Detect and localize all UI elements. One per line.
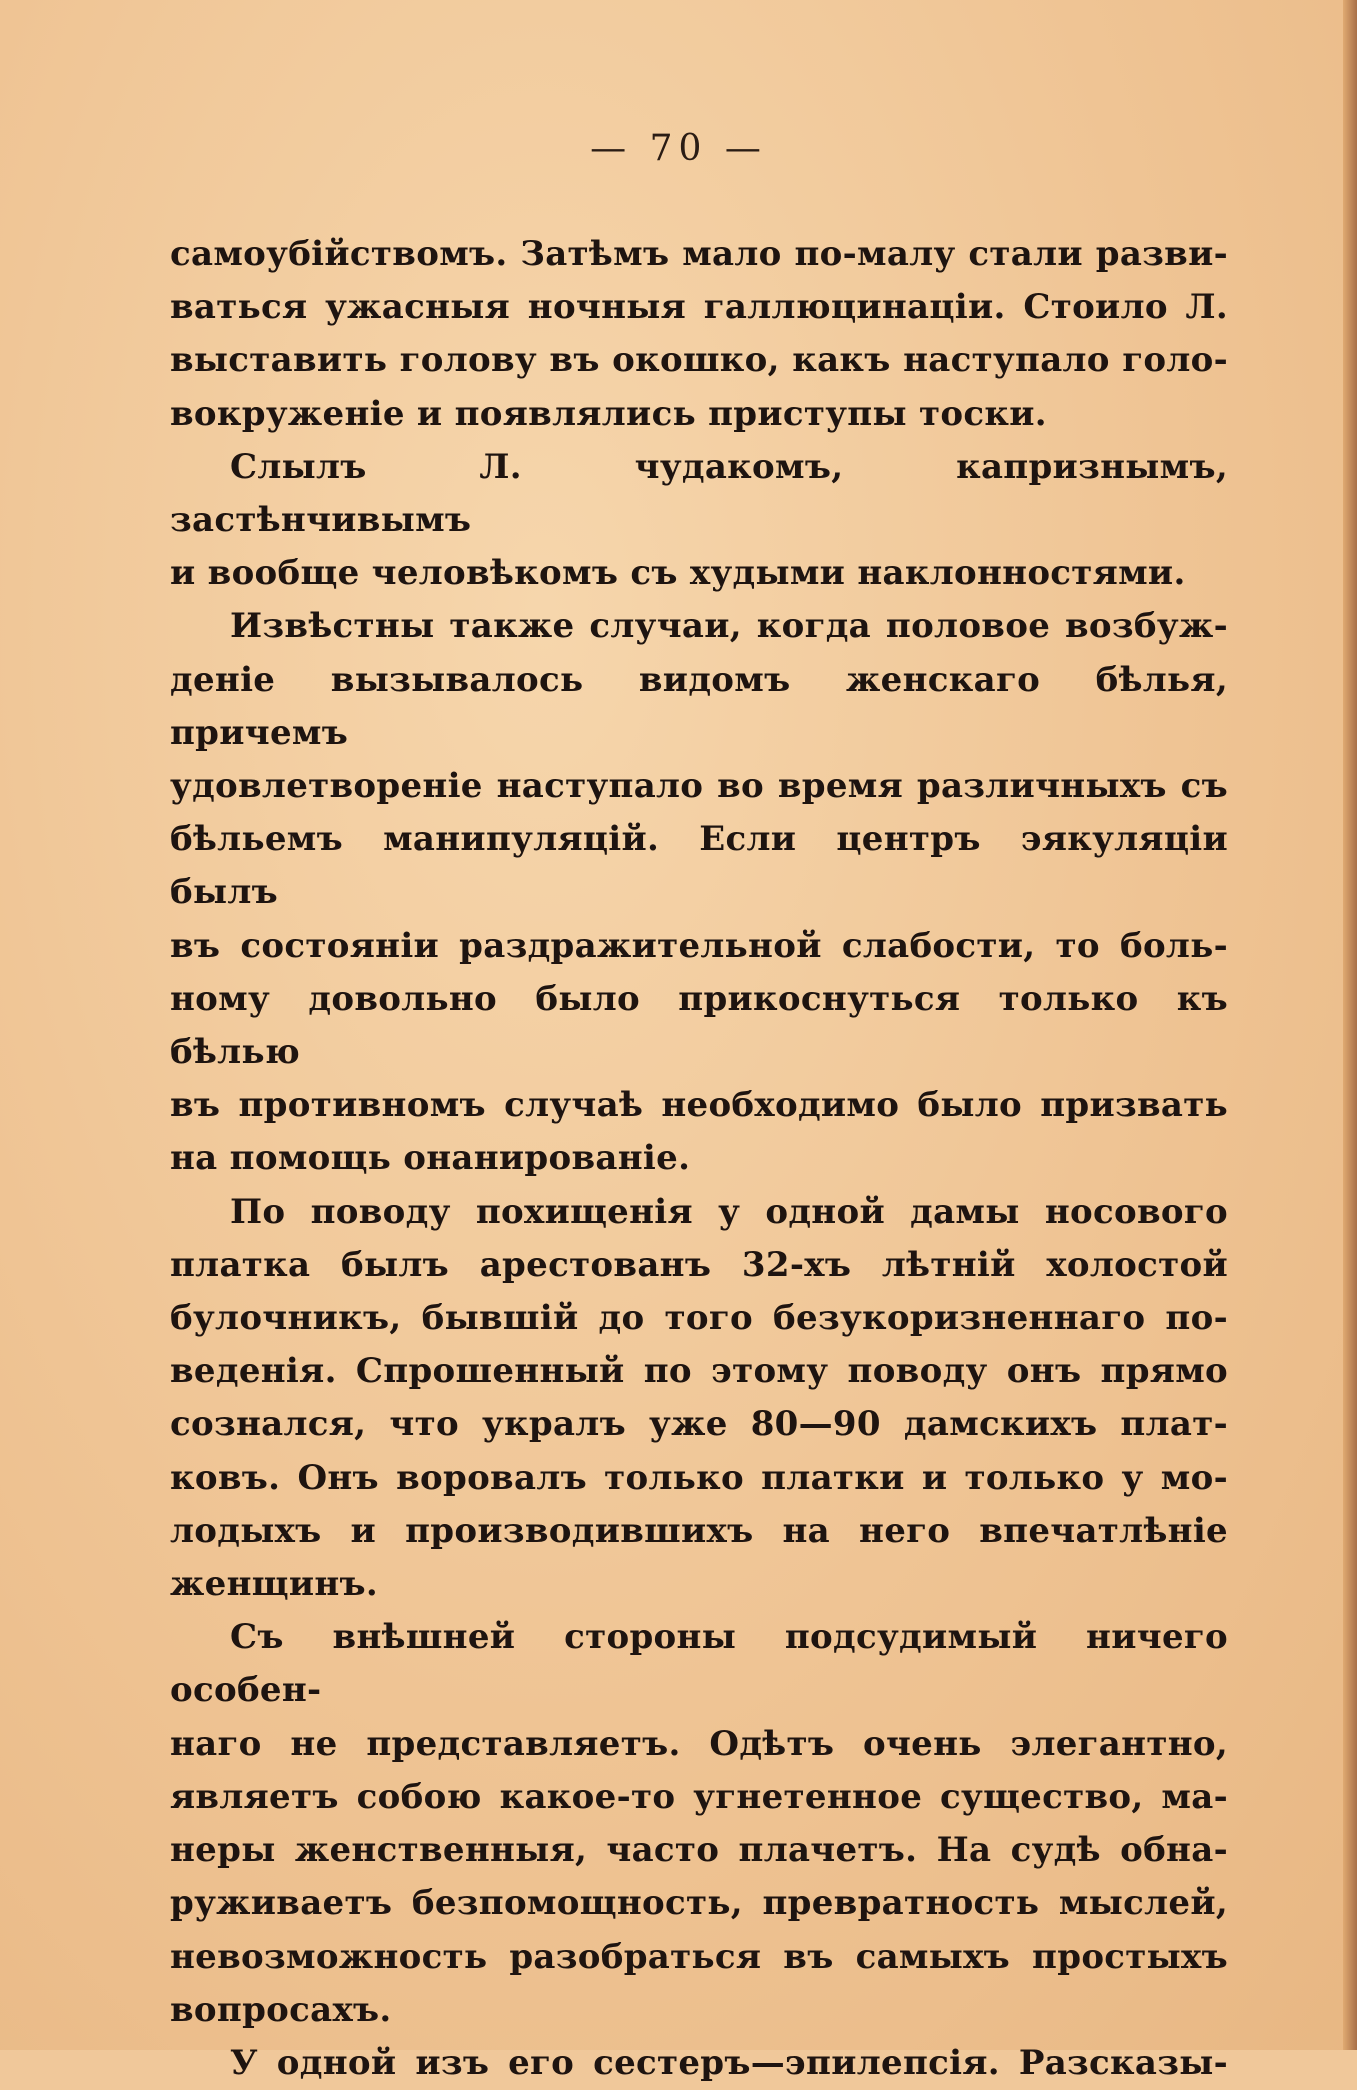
text-line: сознался, что укралъ уже 80—90 дамскихъ плат- [170, 1404, 1228, 1445]
text-line: въ состояніи раздражительной слабости, то боль- [170, 925, 1228, 966]
text-line: веденія. Спрошенный по этому поводу онъ прямо [170, 1351, 1228, 1392]
text-line: вопросахъ. [170, 1989, 392, 2030]
text-line: деніе вызывалось видомъ женскаго бѣлья, причемъ [170, 659, 1228, 753]
text-line: въ противномъ случаѣ необходимо было призвать [170, 1085, 1228, 1126]
text-line: Извѣстны также случаи, когда половое возбуж- [230, 606, 1228, 647]
text-line: У одной изъ его сестеръ—эпилепсія. Разсказы- [230, 2042, 1228, 2083]
page-number: — 70 — [590, 128, 767, 169]
text-line: самоубійствомъ. Затѣмъ мало по-малу стали разви- [170, 234, 1228, 274]
text-line: удовлетвореніе наступало во время различныхъ съ [170, 766, 1228, 807]
text-line: бѣльемъ манипуляцій. Если центръ эякуляціи былъ [170, 819, 1228, 913]
text-line: руживаетъ безпомощность, превратность мыслей, [170, 1883, 1228, 1924]
text-line: выставить голову въ окошко, какъ наступало голо- [170, 340, 1228, 381]
text-line: наго не представляетъ. Одѣтъ очень элегантно, [170, 1723, 1228, 1764]
text-line: являетъ собою какое-то угнетенное существо, ма- [170, 1776, 1228, 1817]
text-line: невозможность разобраться въ самыхъ простыхъ [170, 1936, 1228, 1977]
text-line: По поводу похищенія у одной дамы носового [230, 1191, 1228, 1232]
text-line: ваться ужасныя ночныя галлюцинаціи. Стоило Л. [170, 287, 1228, 328]
body-text [170, 228, 1228, 2090]
text-line: на помощь онанированіе. [170, 1138, 691, 1179]
text-line: ковъ. Онъ воровалъ только платки и только у мо- [170, 1457, 1228, 1498]
text-line: неры женственныя, часто плачетъ. На судѣ обна- [170, 1830, 1228, 1871]
text-line: и вообще человѣкомъ съ худыми наклонностями. [170, 553, 1186, 594]
page-edge [1343, 0, 1357, 2050]
text-line: платка былъ арестованъ 32-хъ лѣтній холостой [170, 1244, 1228, 1285]
text-line: Слылъ Л. чудакомъ, капризнымъ, застѣнчивымъ [170, 446, 1228, 541]
text-line: лодыхъ и производившихъ на него впечатлѣніе [170, 1510, 1228, 1551]
text-line: ному довольно было прикоснуться только къ бѣлью [170, 978, 1228, 1073]
text-line: вокруженіе и появлялись приступы тоски. [170, 393, 1047, 434]
text-line: булочникъ, бывшій до того безукоризненнаго по- [170, 1298, 1228, 1339]
text-line: женщинъ. [170, 1564, 379, 1605]
text-line: Съ внѣшней стороны подсудимый ничего особен- [170, 1617, 1228, 1711]
